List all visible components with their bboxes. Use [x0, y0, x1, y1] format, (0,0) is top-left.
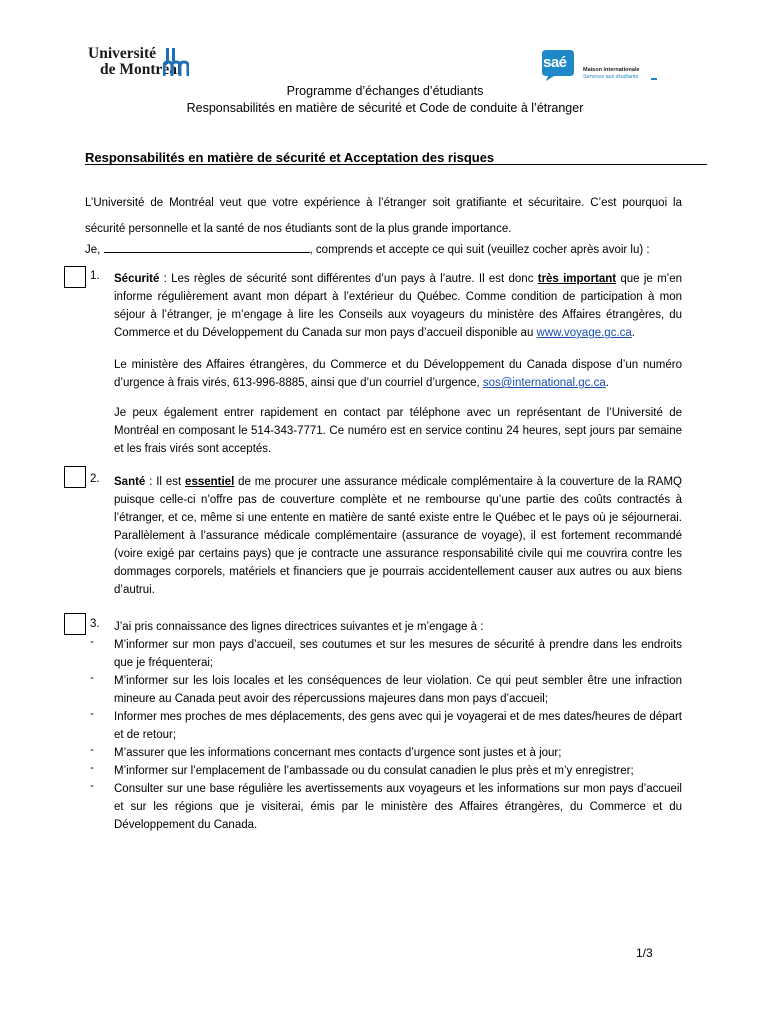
checkbox-securite[interactable]: [64, 266, 86, 288]
item-text: : Il est: [145, 476, 186, 488]
item-number: 1.: [90, 270, 100, 282]
sos-email-link[interactable]: sos@international.gc.ca: [482, 377, 606, 389]
section-heading: Responsabilités en matière de sécurité et Acceptation des risques: [85, 150, 495, 165]
emphasis-tres-important: très important: [537, 273, 617, 285]
bullet-dash: -: [90, 636, 94, 648]
udem-emblem-icon: [163, 46, 189, 78]
emphasis-essentiel: essentiel: [185, 476, 235, 488]
item-text: .: [631, 327, 635, 339]
emergency-number-paragraph: [114, 356, 682, 392]
item-sante-title: Santé: [114, 476, 146, 488]
bullet-dash: -: [90, 672, 94, 684]
sae-line1: Maison internationale: [583, 67, 640, 73]
checkbox-sante[interactable]: [64, 466, 86, 488]
sae-wordmark: saé: [543, 54, 567, 71]
item-guidelines-lead: J’ai pris connaissance des lignes directrices suivantes et je m’engage à :: [114, 621, 484, 633]
page-number: 1/3: [636, 946, 653, 960]
item-number: 2.: [90, 473, 100, 485]
guideline-bullet: M’informer sur l’emplacement de l’ambassade ou du consulat canadien le plus près et m’y enregistrer;: [114, 765, 634, 777]
item-text: de me procurer une assurance médicale complémentaire à la couverture de la RAMQ puisque celle-ci n’offre pas de couverture complète et ne rembourse qu’une partie des coûts contractés à l’étranger, et ce, même si une entente en matière de santé existe entre le Québec et le pays où je séjournerai. Parallèlement à l’assurance médicale complémentaire (assurance de voyage), il est fortement recommandé (voire exigé par certains pays) que je contracte une assurance responsabilité civile qui me couvrira contre les dommages corporels, matériels et financiers que je pourrais accidentellement causer aux autres ou aux biens d’autrui.: [114, 476, 682, 596]
udem-logo-line1: Université: [88, 45, 157, 62]
checkbox-lignes-directrices[interactable]: [64, 613, 86, 635]
guideline-bullet: Informer mes proches de mes déplacements, des gens avec qui je voyagerai et de mes dates/heures de départ et de retour;: [114, 711, 682, 741]
universite-de-montreal-logo: [88, 46, 188, 88]
document-title: Programme d’échanges d’étudiants: [286, 84, 484, 98]
bullet-dash: -: [90, 762, 94, 774]
intro-paragraph: L’Université de Montréal veut que votre expérience à l’étranger soit gratifiante et sécuritaire. C’est pourquoi la sécurité personnelle et la santé de nos étudiants sont de la plus grande importance.: [85, 197, 682, 235]
document-subtitle: Responsabilités en matière de sécurité et Code de conduite à l’étranger: [186, 101, 584, 115]
item-text: : Les règles de sécurité sont différentes d’un pays à l’autre. Il est donc: [159, 273, 538, 285]
voyage-gc-link[interactable]: www.voyage.gc.ca: [536, 327, 632, 339]
udem-contact-paragraph: Je peux également entrer rapidement en contact par téléphone avec un représentant de l’Université de Montréal en composant le 514-343-7771. Ce numéro est en service continu 24 heures, sept jours par semaine et les frais virés sont acceptés.: [114, 407, 682, 455]
bullet-dash: -: [90, 780, 94, 792]
item-number: 3.: [90, 618, 100, 630]
section-underline: [85, 164, 707, 165]
udem-logo-line2: de Montréal: [100, 61, 182, 78]
item-text: Le ministère des Affaires étrangères, du Commerce et du Développement du Canada dispose d’un numéro d’urgence à frais virés, 613-996-8885, ainsi que d’un courriel d’urgence,: [114, 359, 682, 389]
item-securite-title: Sécurité: [114, 273, 160, 285]
name-blank-field[interactable]: [104, 241, 310, 253]
guideline-bullet: M’informer sur mon pays d’accueil, ses coutumes et sur les mesures de sécurité à prendre dans les endroits que je fréquenterai;: [114, 639, 682, 669]
guideline-bullet: M’assurer que les informations concernant mes contacts d’urgence sont justes et à jour;: [114, 747, 562, 759]
item-text: que je m’en informe régulièrement avant mon départ à l’extérieur du Québec. Comme condition de participation à mon séjour à l’étranger, je m’engage à lire les Conseils aux voyageurs du ministère des Affaires étrangères, du Commerce et du Développement du Canada sur mon pays d’accueil disponible au: [114, 273, 682, 339]
bullet-dash: -: [90, 708, 94, 720]
guideline-bullet: Consulter sur une base régulière les avertissements aux voyageurs et les informations sur mon pays d’accueil et sur les régions que je visiterai, émis par le ministère des Affaires étrangères, du Commerce et du Développement du Canada.: [114, 783, 682, 831]
item-securite-paragraph: [114, 270, 682, 342]
sae-accent-bar: [651, 78, 657, 80]
item-text: .: [605, 377, 609, 389]
je-prefix: Je,: [85, 244, 101, 256]
bullet-dash: -: [90, 744, 94, 756]
acknowledgement-line: [85, 241, 682, 259]
sae-maison-internationale-logo: [540, 48, 660, 84]
sae-line2: Services aux étudiants: [583, 74, 639, 80]
guideline-bullet: M’informer sur les lois locales et les conséquences de leur violation. Ce qui peut sembler être une infraction mineure au Canada peut avoir des répercussions majeures dans mon pays d’accueil;: [114, 675, 682, 705]
item-sante-paragraph: [114, 473, 682, 599]
je-suffix: , comprends et accepte ce qui suit (veuillez cocher après avoir lu) :: [309, 244, 650, 256]
